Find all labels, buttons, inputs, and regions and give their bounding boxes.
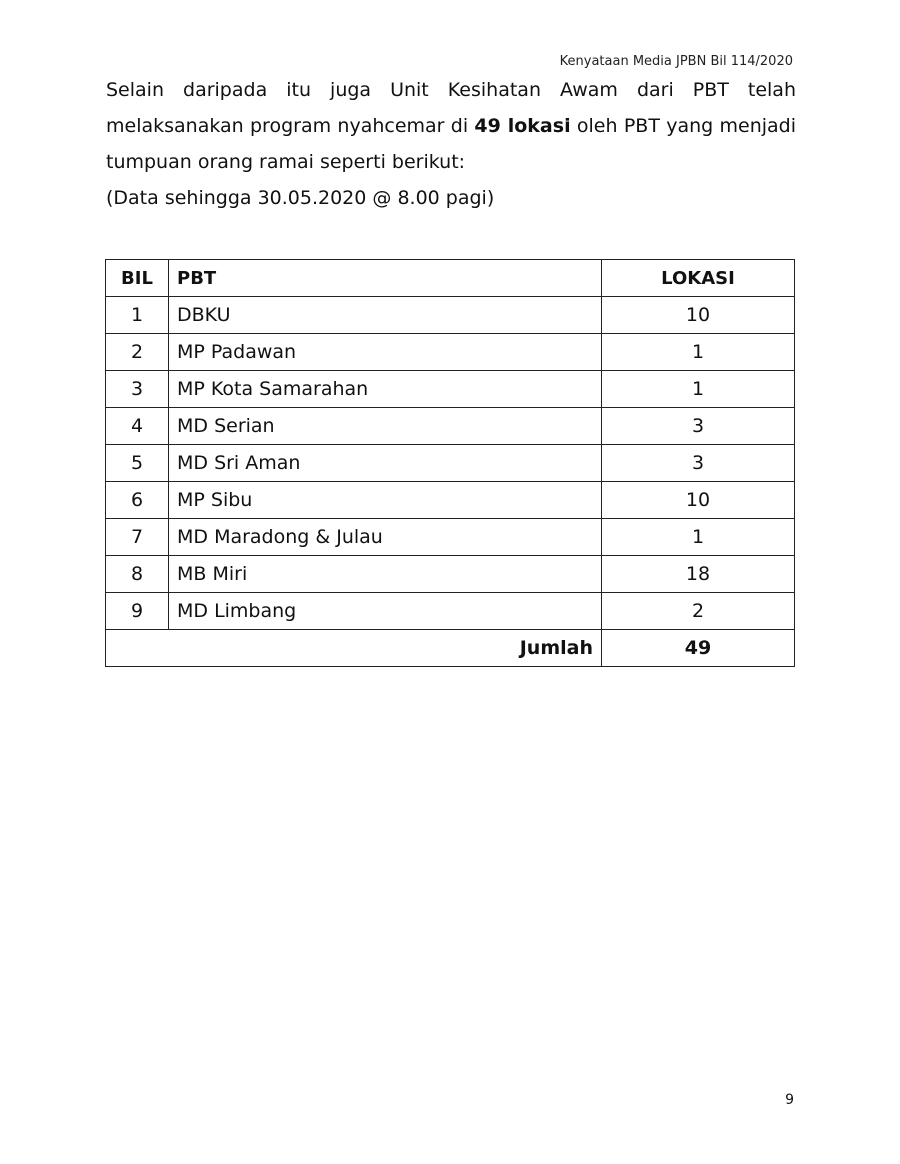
cell-pbt: DBKU [169,297,602,334]
cell-bil: 1 [106,297,169,334]
table-header-row [106,260,795,297]
table-row [106,297,795,334]
cell-pbt: MD Maradong & Julau [169,519,602,556]
pbt-location-table [105,259,795,667]
intro-text-part2: oleh PBT yang menjadi tumpuan orang ramai seperti berikut: [106,115,797,173]
intro-paragraph [106,72,796,180]
cell-lokasi: 3 [602,408,795,445]
cell-bil: 8 [106,556,169,593]
page-number: 9 [785,1092,794,1108]
cell-pbt: MP Kota Samarahan [169,371,602,408]
table-row [106,445,795,482]
table-row [106,334,795,371]
cell-bil: 3 [106,371,169,408]
table-row [106,482,795,519]
cell-bil: 7 [106,519,169,556]
header-bil: BIL [106,260,169,297]
total-value: 49 [602,630,795,667]
intro-text-part1: Selain daripada itu juga Unit Kesihatan Awam dari PBT telah melaksanakan program nyahcemar di [106,79,796,137]
data-date-note: (Data sehingga 30.05.2020 @ 8.00 pagi) [106,187,495,209]
table-row [106,593,795,630]
intro-text-bold: 49 lokasi [474,115,571,137]
cell-bil: 4 [106,408,169,445]
cell-bil: 5 [106,445,169,482]
document-reference: Kenyataan Media JPBN Bil 114/2020 [559,54,793,69]
cell-lokasi: 3 [602,445,795,482]
cell-pbt: MB Miri [169,556,602,593]
header-lokasi: LOKASI [602,260,795,297]
total-label: Jumlah [106,630,602,667]
header-pbt: PBT [169,260,602,297]
cell-lokasi: 2 [602,593,795,630]
cell-lokasi: 18 [602,556,795,593]
cell-lokasi: 10 [602,482,795,519]
table-row [106,408,795,445]
cell-pbt: MD Serian [169,408,602,445]
table-row [106,519,795,556]
cell-lokasi: 1 [602,519,795,556]
cell-bil: 2 [106,334,169,371]
cell-lokasi: 1 [602,334,795,371]
cell-lokasi: 1 [602,371,795,408]
table-total-row [106,630,795,667]
table-row [106,556,795,593]
cell-pbt: MP Padawan [169,334,602,371]
cell-bil: 6 [106,482,169,519]
table-row [106,371,795,408]
cell-pbt: MD Limbang [169,593,602,630]
cell-bil: 9 [106,593,169,630]
cell-pbt: MD Sri Aman [169,445,602,482]
cell-lokasi: 10 [602,297,795,334]
cell-pbt: MP Sibu [169,482,602,519]
